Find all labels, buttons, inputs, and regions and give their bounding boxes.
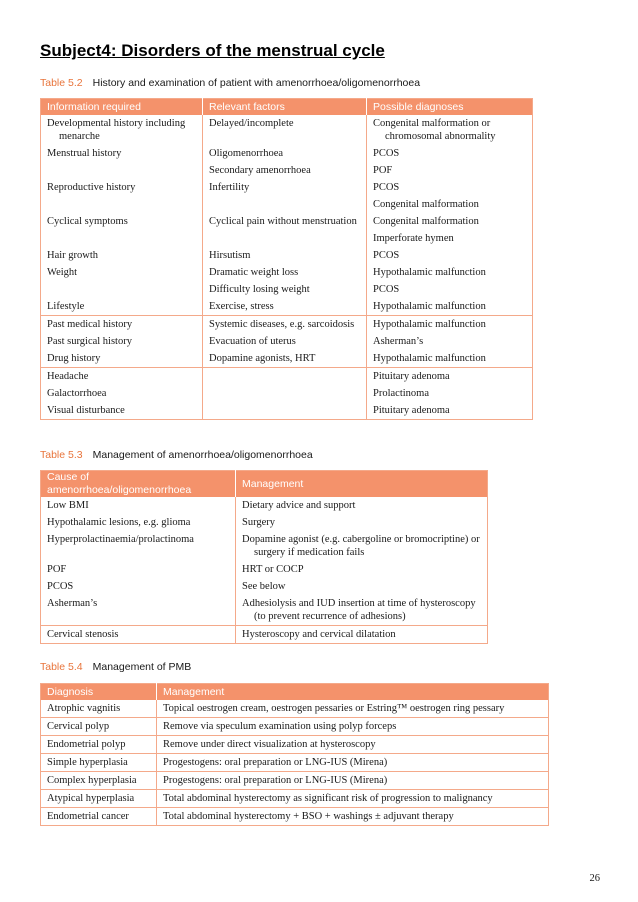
table-5-3-caption [40,449,313,461]
table-5-2-factors-cell [203,350,367,368]
table-5-2-row [41,333,533,350]
table-5-4-row [41,754,549,772]
table-5-2-factors-cell [203,247,367,264]
table-5-2-row [41,368,533,386]
table-5-2-diagnoses-cell [367,350,533,368]
table-5-2-info-cell-text: Hair growth [47,250,99,261]
table-5-2-info-cell-text: Galactorrhoea [47,388,107,399]
table-5-2-diagnoses-cell-line: Prolactinoma [373,388,429,399]
table-5-2-row [41,316,533,334]
table-5-2-diagnoses-cell-line: Congenital malformation or chromosomal abnormality [373,118,496,142]
table-5-3-cause-cell-text: Low BMI [47,500,89,511]
table-5-2-diagnoses-cell-line: Pituitary adenoma [373,405,450,416]
table-5-2-factors-cell-line: Dopamine agonists, HRT [209,353,316,364]
table-5-2-factors-cell [203,368,367,386]
table-5-3-cause-cell [41,626,236,644]
table-5-2-header-info: Information required [41,99,203,116]
table-5-2-factors-cell-line: Infertility [209,182,250,193]
table-5-2-diagnoses-cell-line: POF [373,165,393,176]
table-5-2-info-cell [41,316,203,334]
table-5-2-diagnoses-cell [367,298,533,316]
table-5-2-info-cell [41,145,203,179]
table-5-2-diagnoses-cell-line: Hypothalamic malfunction [373,319,486,330]
table-5-2-info-cell-text: Cyclical symptoms [47,216,128,227]
table-5-2-diagnoses-cell [367,385,533,402]
table-5-3-cause-cell-text: POF [47,564,67,575]
table-5-3-row [41,595,488,626]
table-5-4-management-cell-text: Total abdominal hysterectomy as significant risk of progression to malignancy [163,793,493,804]
table-5-2-info-cell [41,115,203,145]
table-5-2-info-cell-text: Lifestyle [47,301,85,312]
table-5-3-title: Management of amenorrhoea/oligomenorrhoea [92,449,313,461]
table-5-2-number: Table 5.2 [40,77,83,89]
table-5-4-management-cell [157,718,549,736]
page-number: 26 [589,873,600,884]
table-5-2-diagnoses-cell-line: PCOS [373,284,400,295]
table-5-3-cause-cell [41,561,236,578]
table-5-2-diagnoses-cell-line: PCOS [373,250,400,261]
table-5-3-cause-cell [41,514,236,531]
table-5-2-factors-cell [203,402,367,420]
table-5-2-factors-cell-line: Secondary amenorrhoea [209,165,311,176]
table-5-2-diagnoses-cell [367,179,533,213]
table-5-2-info-cell [41,247,203,264]
table-5-2-diagnoses-cell [367,247,533,264]
table-5-4-row [41,700,549,718]
table-5-4-management-cell-text: Topical oestrogen cream, oestrogen pessaries or Estring™ oestrogen ring pessary [163,703,505,714]
table-5-2-factors-cell-line: Exercise, stress [209,301,274,312]
table-5-3 [40,470,488,644]
table-5-2-factors-cell-line: Oligomenorrhoea [209,148,284,159]
table-5-2-info-cell-text: Drug history [47,353,101,364]
table-5-2-factors-cell-line: Cyclical pain without menstruation [209,216,357,227]
table-5-3-row [41,497,488,514]
table-5-3-management-cell-text: See below [242,581,286,592]
table-5-3-number: Table 5.3 [40,449,83,461]
table-5-4-header-diagnosis: Diagnosis [41,684,157,701]
table-5-4-diagnosis-cell-text: Cervical polyp [47,721,110,732]
table-5-2-row [41,115,533,145]
table-5-3-row [41,578,488,595]
table-5-2-diagnoses-cell-line: Hypothalamic malfunction [373,267,486,278]
table-5-4-header-row [41,684,549,701]
table-5-2-diagnoses-cell-line: Pituitary adenoma [373,371,450,382]
table-5-2-factors-cell-line: Systemic diseases, e.g. sarcoidosis [209,319,355,330]
table-5-3-management-cell-text: Dopamine agonist (e.g. cabergoline or bromocriptine) or surgery if medication fails [242,534,480,558]
table-5-3-management-cell [236,595,488,626]
table-5-3-cause-cell [41,595,236,626]
table-5-4-diagnosis-cell-text: Complex hyperplasia [47,775,137,786]
table-5-2-row [41,145,533,179]
table-5-2-header-row [41,99,533,116]
table-5-2-info-cell [41,213,203,247]
table-5-2-diagnoses-cell [367,145,533,179]
table-5-4-management-cell [157,700,549,718]
table-5-2-row [41,213,533,247]
table-5-2-info-cell [41,333,203,350]
table-5-3-header-cause: Cause of amenorrhoea/oligomenorrhoea [41,471,236,498]
table-5-3-cause-cell-text: Asherman’s [47,598,98,609]
table-5-2-info-cell [41,264,203,298]
table-5-2-info-cell [41,368,203,386]
table-5-3-management-cell [236,514,488,531]
table-5-2-diagnoses-cell-line: Hypothalamic malfunction [373,353,486,364]
table-5-2-row [41,264,533,298]
table-5-2-factors-cell [203,333,367,350]
table-5-2-factors-cell [203,213,367,247]
table-5-3-management-cell [236,626,488,644]
page-title: Subject4: Disorders of the menstrual cycle [40,41,385,60]
table-5-3-management-cell [236,578,488,595]
table-5-2-factors-cell [203,385,367,402]
table-5-2-info-cell-text: Developmental history including menarche [47,118,186,142]
table-5-4-management-cell-text: Progestogens: oral preparation or LNG-IUS (Mirena) [163,775,388,786]
table-5-3-management-cell-text: Hysteroscopy and cervical dilatation [242,629,396,640]
table-5-2-info-cell [41,350,203,368]
table-5-2-factors-cell-line: Evacuation of uterus [209,336,296,347]
table-5-3-management-cell [236,497,488,514]
table-5-4-management-cell-text: Total abdominal hysterectomy + BSO + washings ± adjuvant therapy [163,811,454,822]
table-5-3-row [41,626,488,644]
table-5-2-info-cell [41,385,203,402]
table-5-2-info-cell-text: Headache [47,371,89,382]
table-5-3-cause-cell [41,531,236,561]
table-5-4-diagnosis-cell [41,790,157,808]
table-5-4-management-cell [157,772,549,790]
table-5-2-diagnoses-cell-line: PCOS [373,182,400,193]
table-5-2-info-cell [41,402,203,420]
table-5-4 [40,683,549,826]
table-5-4-row [41,808,549,826]
table-5-4-row [41,790,549,808]
table-5-3-management-cell-text: Dietary advice and support [242,500,356,511]
table-5-2-row [41,247,533,264]
table-5-2-row [41,402,533,420]
table-5-4-management-cell [157,790,549,808]
table-5-3-cause-cell [41,578,236,595]
table-5-4-row [41,736,549,754]
table-5-4-management-cell [157,736,549,754]
table-5-4-diagnosis-cell-text: Endometrial polyp [47,739,126,750]
table-5-2-diagnoses-cell [367,115,533,145]
table-5-4-diagnosis-cell-text: Atrophic vagnitis [47,703,121,714]
table-5-4-title: Management of PMB [92,661,192,673]
table-5-2-diagnoses-cell [367,316,533,334]
table-5-3-row [41,514,488,531]
table-5-3-cause-cell-text: Hyperprolactinaemia/prolactinoma [47,534,194,545]
table-5-2-row [41,385,533,402]
table-5-4-diagnosis-cell [41,772,157,790]
table-5-2-info-cell-text: Weight [47,267,78,278]
table-5-4-row [41,772,549,790]
table-5-2-row [41,350,533,368]
table-5-4-row [41,718,549,736]
table-5-4-diagnosis-cell-text: Endometrial cancer [47,811,129,822]
table-5-3-header-management: Management [236,471,488,498]
table-5-2-header-diagnoses: Possible diagnoses [367,99,533,116]
table-5-3-cause-cell-text: Hypothalamic lesions, e.g. glioma [47,517,191,528]
table-5-4-management-cell-text: Remove under direct visualization at hysteroscopy [163,739,376,750]
table-5-2-info-cell [41,179,203,213]
table-5-4-diagnosis-cell [41,754,157,772]
table-5-2-info-cell-text: Menstrual history [47,148,122,159]
table-5-2-diagnoses-cell [367,213,533,247]
table-5-2-info-cell-text: Visual disturbance [47,405,125,416]
table-5-2-diagnoses-cell-line: Asherman’s [373,336,424,347]
table-5-2-diagnoses-cell [367,368,533,386]
table-5-3-row [41,561,488,578]
table-5-2-row [41,298,533,316]
table-5-2-factors-cell-line: Dramatic weight loss [209,267,299,278]
table-5-2-diagnoses-cell-line: Hypothalamic malfunction [373,301,486,312]
table-5-4-header-management: Management [157,684,549,701]
table-5-2-diagnoses-cell-line: Imperforate hymen [373,233,454,244]
table-5-2-row [41,179,533,213]
table-5-2-factors-cell [203,145,367,179]
table-5-2-caption [40,77,420,89]
table-5-2-diagnoses-cell-line: Congenital malformation [373,199,479,210]
table-5-2-factors-cell [203,179,367,213]
table-5-3-management-cell-text: Surgery [242,517,276,528]
table-5-3-cause-cell-text: Cervical stenosis [47,629,119,640]
table-5-2-factors-cell [203,316,367,334]
table-5-4-diagnosis-cell [41,736,157,754]
table-5-2-title: History and examination of patient with amenorrhoea/oligomenorrhoea [92,77,421,89]
table-5-2 [40,98,533,420]
table-5-2-info-cell-text: Past medical history [47,319,133,330]
table-5-3-cause-cell-text: PCOS [47,581,74,592]
table-5-4-management-cell-text: Remove via speculum examination using polyp forceps [163,721,397,732]
table-5-3-management-cell-text: HRT or COCP [242,564,304,575]
table-5-4-diagnosis-cell [41,718,157,736]
table-5-4-management-cell-text: Progestogens: oral preparation or LNG-IUS (Mirena) [163,757,388,768]
table-5-3-management-cell-text: Adhesiolysis and IUD insertion at time of hysteroscopy (to prevent recurrence of adhesions) [242,598,476,622]
table-5-2-diagnoses-cell [367,402,533,420]
table-5-4-management-cell [157,754,549,772]
table-5-2-factors-cell-line: Delayed/incomplete [209,118,294,129]
table-5-3-management-cell [236,531,488,561]
table-5-3-header-row [41,471,488,498]
table-5-2-factors-cell [203,298,367,316]
table-5-4-caption [40,661,191,673]
table-5-2-info-cell-text: Past surgical history [47,336,132,347]
table-5-2-header-factors: Relevant factors [203,99,367,116]
table-5-2-factors-cell-line: Difficulty losing weight [209,284,310,295]
table-5-2-factors-cell [203,264,367,298]
table-5-2-diagnoses-cell [367,264,533,298]
table-5-3-row [41,531,488,561]
table-5-4-number: Table 5.4 [40,661,83,673]
table-5-4-management-cell [157,808,549,826]
table-5-3-cause-cell [41,497,236,514]
table-5-2-diagnoses-cell-line: PCOS [373,148,400,159]
table-5-4-diagnosis-cell-text: Simple hyperplasia [47,757,128,768]
table-5-2-diagnoses-cell [367,333,533,350]
table-5-2-diagnoses-cell-line: Congenital malformation [373,216,479,227]
table-5-2-info-cell [41,298,203,316]
table-5-2-info-cell-text: Reproductive history [47,182,136,193]
table-5-4-diagnosis-cell [41,700,157,718]
table-5-3-management-cell [236,561,488,578]
table-5-4-diagnosis-cell [41,808,157,826]
table-5-4-diagnosis-cell-text: Atypical hyperplasia [47,793,135,804]
table-5-2-factors-cell [203,115,367,145]
table-5-2-factors-cell-line: Hirsutism [209,250,251,261]
